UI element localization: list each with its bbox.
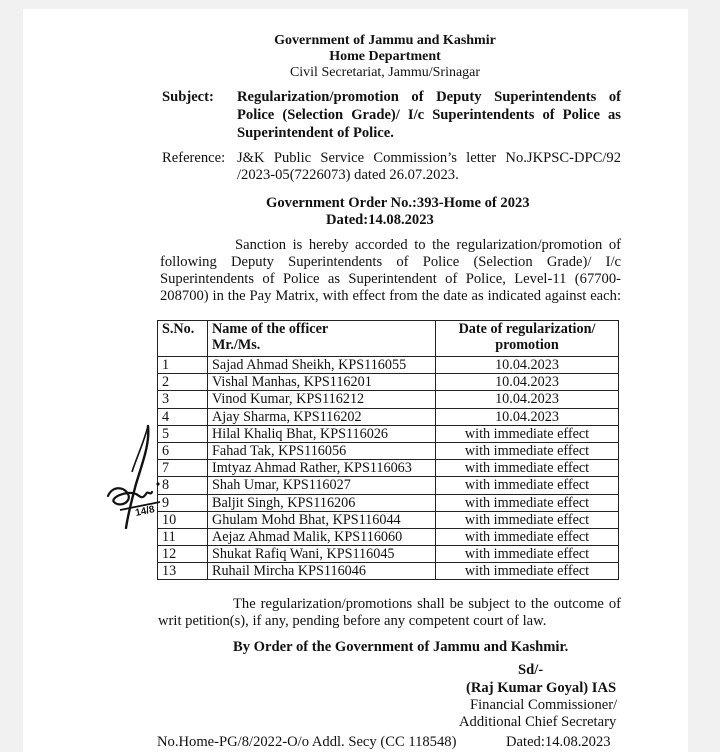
body-line-1: Sanction is hereby accorded to the regularization/promotion of bbox=[235, 237, 621, 253]
cell-date: 10.04.2023 bbox=[436, 357, 619, 374]
subject-label: Subject: bbox=[162, 89, 214, 105]
cell-name: Fahad Tak, KPS116056 bbox=[208, 442, 436, 459]
subject-line-1: Regularization/promotion of Deputy Superintendents of bbox=[237, 89, 621, 105]
cell-date: with immediate effect bbox=[436, 563, 619, 580]
secretariat-address: Civil Secretariat, Jammu/Srinagar bbox=[289, 65, 481, 80]
cell-date: with immediate effect bbox=[436, 528, 619, 545]
cell-name: Sajad Ahmad Sheikh, KPS116055 bbox=[208, 357, 436, 374]
cell-name: Ghulam Mohd Bhat, KPS116044 bbox=[208, 511, 436, 528]
cell-date: with immediate effect bbox=[436, 460, 619, 477]
header-sno: S.No. bbox=[158, 321, 208, 357]
table-row bbox=[158, 511, 619, 528]
subject-line-3: Superintendent of Police. bbox=[237, 125, 394, 141]
cell-date: 10.04.2023 bbox=[436, 408, 619, 425]
table-row bbox=[158, 374, 619, 391]
cell-date: 10.04.2023 bbox=[436, 391, 619, 408]
cell-sno: 1 bbox=[158, 357, 208, 374]
reference-line-2: /2023-05(7226073) dated 26.07.2023. bbox=[237, 167, 459, 183]
table-row bbox=[158, 528, 619, 545]
table-row bbox=[158, 494, 619, 511]
cell-name: Baljit Singh, KPS116206 bbox=[208, 494, 436, 511]
cell-name: Shah Umar, KPS116027 bbox=[208, 477, 436, 494]
cell-name: Ruhail Mircha KPS116046 bbox=[208, 563, 436, 580]
order-number: Government Order No.:393-Home of 2023 bbox=[266, 195, 530, 211]
order-date: Dated:14.08.2023 bbox=[326, 212, 434, 228]
cell-date: with immediate effect bbox=[436, 425, 619, 442]
cell-date: with immediate effect bbox=[436, 494, 619, 511]
cell-name: Ajay Sharma, KPS116202 bbox=[208, 408, 436, 425]
cell-sno: 3 bbox=[158, 391, 208, 408]
cell-date: with immediate effect bbox=[436, 442, 619, 459]
condition-line-2: writ petition(s), if any, pending before any competent court of law. bbox=[158, 613, 547, 629]
cell-sno: 4 bbox=[158, 408, 208, 425]
header-name-line1: Name of the officer bbox=[212, 321, 329, 337]
signatory-designation-2: Additional Chief Secretary bbox=[459, 714, 617, 730]
cell-date: with immediate effect bbox=[436, 477, 619, 494]
cell-sno: 2 bbox=[158, 374, 208, 391]
cell-sno: 5 bbox=[158, 425, 208, 442]
table-row bbox=[158, 460, 619, 477]
table-header-row bbox=[158, 321, 619, 357]
cell-sno: 6 bbox=[158, 442, 208, 459]
header-date bbox=[436, 321, 619, 357]
header-date-line1: Date of regularization/ bbox=[458, 321, 596, 337]
sd-mark: Sd/- bbox=[518, 662, 544, 678]
table-row bbox=[158, 408, 619, 425]
table-row bbox=[158, 546, 619, 563]
officers-table bbox=[157, 320, 619, 580]
footer-date: Dated:14.08.2023 bbox=[506, 734, 611, 750]
cell-date: with immediate effect bbox=[436, 511, 619, 528]
subject-line-2: Police (Selection Grade)/ I/c Superintendents of Police as bbox=[237, 107, 621, 123]
signatory-name: (Raj Kumar Goyal) IAS bbox=[466, 680, 617, 696]
footer-reference-number: No.Home-PG/8/2022-O/o Addl. Secy (CC 118548) bbox=[157, 734, 457, 750]
signatory-designation-1: Financial Commissioner/ bbox=[470, 697, 618, 713]
handwritten-initials-icon bbox=[106, 424, 166, 529]
body-line-4: 208700) in the Pay Matrix, with effect from the date as indicated against each: bbox=[160, 288, 621, 304]
table-row bbox=[158, 442, 619, 459]
reference-line-1: J&K Public Service Commission’s letter No.JKPSC-DPC/92 bbox=[237, 150, 621, 166]
cell-sno: 9 bbox=[158, 494, 208, 511]
table-row bbox=[158, 563, 619, 580]
cell-date: 10.04.2023 bbox=[436, 374, 619, 391]
cell-name: Hilal Khaliq Bhat, KPS116026 bbox=[208, 425, 436, 442]
cell-name: Imtyaz Ahmad Rather, KPS116063 bbox=[208, 460, 436, 477]
department-title: Home Department bbox=[329, 49, 441, 64]
condition-line-1: The regularization/promotions shall be subject to the outcome of bbox=[233, 596, 621, 612]
cell-sno: 8 bbox=[158, 477, 208, 494]
table-row bbox=[158, 357, 619, 374]
cell-sno: 10 bbox=[158, 511, 208, 528]
cell-name: Aejaz Ahmad Malik, KPS116060 bbox=[208, 528, 436, 545]
cell-sno: 11 bbox=[158, 528, 208, 545]
initials-date: 14/8 bbox=[134, 504, 156, 519]
cell-sno: 7 bbox=[158, 460, 208, 477]
by-order-line: By Order of the Government of Jammu and Kashmir. bbox=[233, 639, 569, 655]
govt-title: Government of Jammu and Kashmir bbox=[274, 33, 496, 48]
header-name bbox=[208, 321, 436, 357]
header-date-line2: promotion bbox=[495, 337, 559, 353]
cell-sno: 12 bbox=[158, 546, 208, 563]
header-name-line2: Mr./Ms. bbox=[212, 337, 261, 353]
reference-label: Reference: bbox=[162, 150, 226, 166]
cell-name: Shukat Rafiq Wani, KPS116045 bbox=[208, 546, 436, 563]
cell-date: with immediate effect bbox=[436, 546, 619, 563]
table-row bbox=[158, 477, 619, 494]
cell-name: Vishal Manhas, KPS116201 bbox=[208, 374, 436, 391]
body-line-3: Superintendents of Police as Superintendent of Police, Level-11 (67700- bbox=[160, 271, 621, 287]
table-row bbox=[158, 391, 619, 408]
table-row bbox=[158, 425, 619, 442]
cell-sno: 13 bbox=[158, 563, 208, 580]
cell-name: Vinod Kumar, KPS116212 bbox=[208, 391, 436, 408]
body-line-2: following Deputy Superintendents of Police (Selection Grade)/ I/c bbox=[160, 254, 621, 270]
